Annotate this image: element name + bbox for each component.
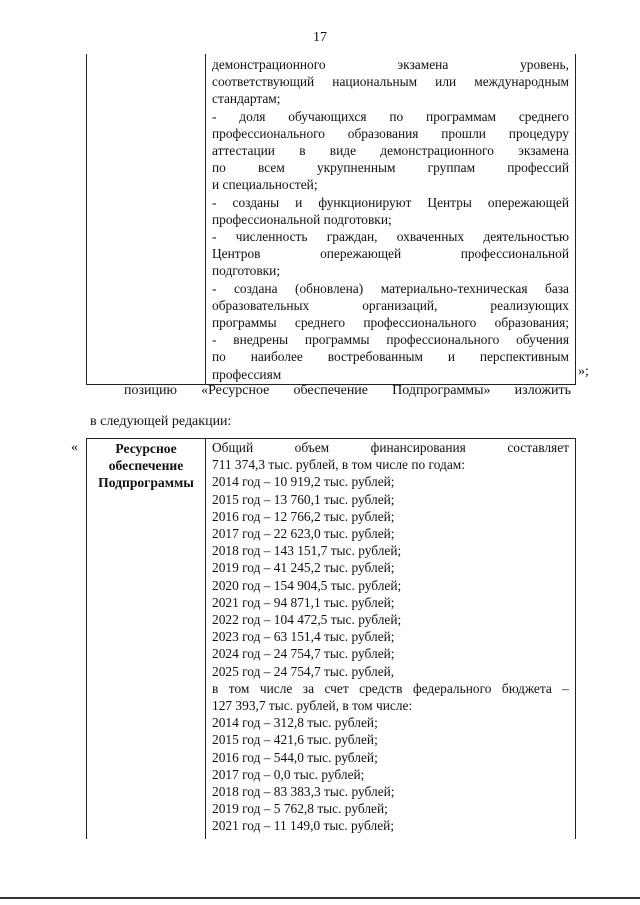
indicator-line: демонстрационного экзамена уровень, xyxy=(212,57,569,72)
header-line: Ресурсное xyxy=(115,441,177,456)
funding-line: 2016 год – 12 766,2 тыс. рублей; xyxy=(212,508,395,524)
resource-table xyxy=(86,438,576,839)
indicator-line: - созданы и функционируют Центры опережающей xyxy=(212,194,569,210)
funding-line: в том числе за счет средств федерального бюджета – xyxy=(212,680,569,696)
page-number: 17 xyxy=(313,30,327,45)
footer-rule xyxy=(0,897,640,899)
column-divider xyxy=(205,439,206,839)
closing-quote: »; xyxy=(578,364,589,379)
indicator-line: и специальностей; xyxy=(212,177,318,193)
funding-line: 711 374,3 тыс. рублей, в том числе по годам: xyxy=(212,457,465,473)
funding-line: 2020 год – 154 904,5 тыс. рублей; xyxy=(212,577,402,593)
indicator-line: - численность граждан, охваченных деятельностью xyxy=(212,229,569,245)
opening-quote: « xyxy=(71,440,78,455)
indicator-line: - внедрены программы профессионального обучения xyxy=(212,332,569,348)
indicator-line: аттестации в виде демонстрационного экзамена xyxy=(212,143,569,159)
funding-line: 2021 год – 11 149,0 тыс. рублей; xyxy=(212,818,395,834)
indicator-line: подготовки; xyxy=(212,263,281,279)
indicator-line: Центров опережающей профессиональной xyxy=(212,246,569,262)
indicator-line: профессиям xyxy=(212,366,282,382)
funding-line: 2017 год – 0,0 тыс. рублей; xyxy=(212,766,365,782)
funding-line: 2017 год – 22 623,0 тыс. рублей; xyxy=(212,526,395,542)
indicator-line: по всем укрупненным группам профессий xyxy=(212,160,569,176)
instruction-paragraph: позицию «Ресурсное обеспечение Подпрограммы» изложить xyxy=(124,383,571,398)
funding-line: 2024 год – 24 754,7 тыс. рублей; xyxy=(212,646,395,662)
indicator-line: соответствующий национальным или международным xyxy=(212,74,569,90)
indicator-line: образовательных организаций, реализующих xyxy=(212,297,569,313)
funding-line: 2025 год – 24 754,7 тыс. рублей, xyxy=(212,663,395,679)
indicator-line: программы среднего профессионального образования; xyxy=(212,315,569,331)
indicator-line: по наиболее востребованным и перспективным xyxy=(212,349,569,365)
column-divider xyxy=(205,54,206,384)
funding-line: 2021 год – 94 871,1 тыс. рублей; xyxy=(212,594,395,610)
indicator-line: профессиональной подготовки; xyxy=(212,211,392,227)
instruction-paragraph-continuation: в следующей редакции: xyxy=(90,414,232,429)
funding-line: 2022 год – 104 472,5 тыс. рублей; xyxy=(212,612,402,628)
funding-line: 127 393,7 тыс. рублей, в том числе: xyxy=(212,698,413,714)
indicator-line: - создана (обновлена) материально-техническая база xyxy=(212,280,569,296)
header-line: обеспечение xyxy=(108,458,184,473)
funding-line: 2015 год – 421,6 тыс. рублей; xyxy=(212,732,378,748)
funding-line: 2014 год – 10 919,2 тыс. рублей; xyxy=(212,474,395,490)
funding-line: Общий объем финансирования составляет xyxy=(212,440,569,455)
funding-line: 2019 год – 5 762,8 тыс. рублей; xyxy=(212,801,388,817)
funding-line: 2016 год – 544,0 тыс. рублей; xyxy=(212,749,378,765)
funding-line: 2023 год – 63 151,4 тыс. рублей; xyxy=(212,629,395,645)
funding-line: 2014 год – 312,8 тыс. рублей; xyxy=(212,715,378,731)
indicator-line: профессионального образования прошли процедуру xyxy=(212,125,569,141)
indicators-table-continuation xyxy=(86,54,576,385)
funding-line: 2015 год – 13 760,1 тыс. рублей; xyxy=(212,491,395,507)
resource-funding-cell xyxy=(212,439,569,835)
funding-line: 2018 год – 143 151,7 тыс. рублей; xyxy=(212,543,402,559)
indicators-cell xyxy=(212,56,569,383)
header-line: Подпрограммы xyxy=(98,475,194,490)
funding-line: 2018 год – 83 383,3 тыс. рублей; xyxy=(212,784,395,800)
funding-line: 2019 год – 41 245,2 тыс. рублей; xyxy=(212,560,395,576)
indicator-line: стандартам; xyxy=(212,91,281,107)
resource-header-cell xyxy=(89,440,203,491)
indicator-line: - доля обучающихся по программам среднего xyxy=(212,108,569,124)
